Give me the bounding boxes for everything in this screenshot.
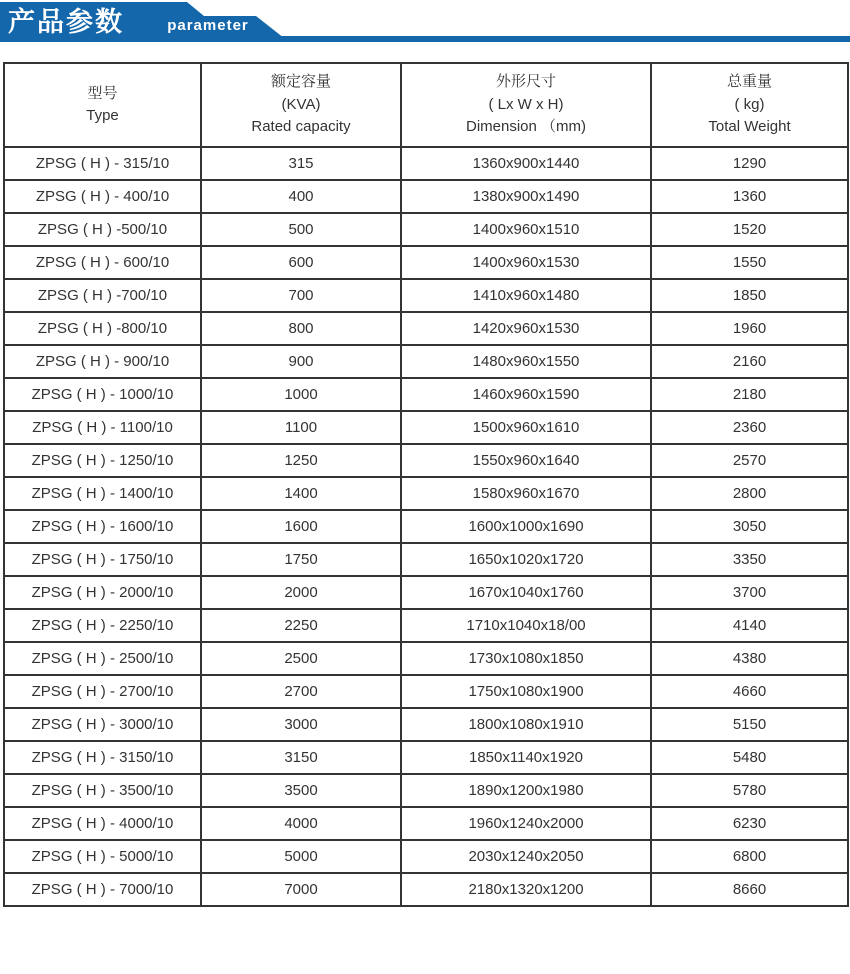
table-row [4,774,848,807]
capacity-cell: 4000 [201,807,401,840]
model-cell: ZPSG ( H ) - 3500/10 [4,774,201,807]
model-cell: ZPSG ( H ) - 400/10 [4,180,201,213]
capacity-cell: 5000 [201,840,401,873]
column-header-total-weight [651,63,848,147]
table-row [4,378,848,411]
banner-underline-rule [0,36,850,42]
model-cell: ZPSG ( H ) - 5000/10 [4,840,201,873]
table-row [4,180,848,213]
table-row [4,807,848,840]
section-header-banner [0,2,850,44]
header-line: Type [86,107,119,124]
dimension-cell: 1400x960x1530 [401,246,651,279]
table-row [4,279,848,312]
page-subtitle: parameter [167,17,249,34]
dimension-cell: 1670x1040x1760 [401,576,651,609]
table-row [4,840,848,873]
header-line: Rated capacity [251,118,351,136]
weight-cell: 4660 [651,675,848,708]
header-line: 额定容量 [270,73,331,91]
dimension-cell: 1650x1020x1720 [401,543,651,576]
capacity-cell: 700 [201,279,401,312]
weight-cell: 5150 [651,708,848,741]
dimension-cell: 1460x960x1590 [401,378,651,411]
dimension-cell: 1600x1000x1690 [401,510,651,543]
model-cell: ZPSG ( H ) - 2500/10 [4,642,201,675]
dimension-cell: 2030x1240x2050 [401,840,651,873]
table-row [4,543,848,576]
dimension-cell: 1800x1080x1910 [401,708,651,741]
header-line: (KVA) [281,95,321,113]
weight-cell: 2570 [651,444,848,477]
model-cell: ZPSG ( H ) -700/10 [4,279,201,312]
capacity-cell: 3500 [201,774,401,807]
dimension-cell: 1580x960x1670 [401,477,651,510]
dimension-cell: 1710x1040x18/00 [401,609,651,642]
header-line: Total Weight [708,118,791,136]
model-cell: ZPSG ( H ) - 600/10 [4,246,201,279]
header-line: ( kg) [734,95,765,113]
model-cell: ZPSG ( H ) - 2000/10 [4,576,201,609]
table-row [4,147,848,180]
model-cell: ZPSG ( H ) - 1600/10 [4,510,201,543]
table-row [4,708,848,741]
weight-cell: 6800 [651,840,848,873]
weight-cell: 3050 [651,510,848,543]
header-line: ( Lx W x H) [488,95,564,113]
table-header-row [4,63,848,147]
model-cell: ZPSG ( H ) - 1100/10 [4,411,201,444]
column-header-rated-capacity [201,63,401,147]
weight-cell: 4380 [651,642,848,675]
weight-cell: 3350 [651,543,848,576]
model-cell: ZPSG ( H ) - 1250/10 [4,444,201,477]
table-row [4,312,848,345]
dimension-cell: 1480x960x1550 [401,345,651,378]
table-row [4,510,848,543]
weight-cell: 2160 [651,345,848,378]
model-cell: ZPSG ( H ) - 2700/10 [4,675,201,708]
table-body [4,147,848,906]
model-cell: ZPSG ( H ) - 315/10 [4,147,201,180]
weight-cell: 2360 [651,411,848,444]
capacity-cell: 1600 [201,510,401,543]
capacity-cell: 2000 [201,576,401,609]
model-cell: ZPSG ( H ) - 7000/10 [4,873,201,906]
column-header-type [4,63,201,147]
capacity-cell: 3150 [201,741,401,774]
capacity-cell: 2250 [201,609,401,642]
capacity-cell: 800 [201,312,401,345]
capacity-cell: 400 [201,180,401,213]
weight-cell: 5480 [651,741,848,774]
model-cell: ZPSG ( H ) - 3150/10 [4,741,201,774]
table-row [4,675,848,708]
model-cell: ZPSG ( H ) - 900/10 [4,345,201,378]
dimension-cell: 1730x1080x1850 [401,642,651,675]
weight-cell: 1290 [651,147,848,180]
weight-cell: 1360 [651,180,848,213]
dimension-cell: 1420x960x1530 [401,312,651,345]
model-cell: ZPSG ( H ) - 1400/10 [4,477,201,510]
capacity-cell: 2700 [201,675,401,708]
dimension-cell: 2180x1320x1200 [401,873,651,906]
table-row [4,609,848,642]
table-row [4,642,848,675]
weight-cell: 2800 [651,477,848,510]
table-row [4,477,848,510]
capacity-cell: 315 [201,147,401,180]
weight-cell: 4140 [651,609,848,642]
column-header-dimension [401,63,651,147]
header-line: 型号 [87,84,118,102]
capacity-cell: 1100 [201,411,401,444]
dimension-cell: 1550x960x1640 [401,444,651,477]
model-cell: ZPSG ( H ) -500/10 [4,213,201,246]
dimension-cell: 1850x1140x1920 [401,741,651,774]
capacity-cell: 900 [201,345,401,378]
weight-cell: 3700 [651,576,848,609]
model-cell: ZPSG ( H ) - 1000/10 [4,378,201,411]
capacity-cell: 600 [201,246,401,279]
weight-cell: 2180 [651,378,848,411]
dimension-cell: 1410x960x1480 [401,279,651,312]
header-line: 总重量 [726,73,772,91]
weight-cell: 1550 [651,246,848,279]
weight-cell: 1520 [651,213,848,246]
capacity-cell: 2500 [201,642,401,675]
capacity-cell: 1000 [201,378,401,411]
capacity-cell: 7000 [201,873,401,906]
header-line: Dimension （mm) [465,118,586,136]
weight-cell: 8660 [651,873,848,906]
product-parameters-table [3,62,849,907]
capacity-cell: 1750 [201,543,401,576]
weight-cell: 6230 [651,807,848,840]
dimension-cell: 1400x960x1510 [401,213,651,246]
dimension-cell: 1500x960x1610 [401,411,651,444]
table-row [4,444,848,477]
model-cell: ZPSG ( H ) - 4000/10 [4,807,201,840]
model-cell: ZPSG ( H ) - 2250/10 [4,609,201,642]
model-cell: ZPSG ( H ) - 1750/10 [4,543,201,576]
table-row [4,345,848,378]
dimension-cell: 1890x1200x1980 [401,774,651,807]
capacity-cell: 1250 [201,444,401,477]
table-row [4,246,848,279]
dimension-cell: 1380x900x1490 [401,180,651,213]
weight-cell: 5780 [651,774,848,807]
table-row [4,873,848,906]
capacity-cell: 500 [201,213,401,246]
table-row [4,411,848,444]
weight-cell: 1850 [651,279,848,312]
page-title: 产品参数 [8,7,124,37]
dimension-cell: 1960x1240x2000 [401,807,651,840]
model-cell: ZPSG ( H ) - 3000/10 [4,708,201,741]
table-row [4,576,848,609]
model-cell: ZPSG ( H ) -800/10 [4,312,201,345]
table-row [4,741,848,774]
dimension-cell: 1750x1080x1900 [401,675,651,708]
dimension-cell: 1360x900x1440 [401,147,651,180]
header-line: 外形尺寸 [495,73,556,91]
capacity-cell: 3000 [201,708,401,741]
capacity-cell: 1400 [201,477,401,510]
weight-cell: 1960 [651,312,848,345]
table-row [4,213,848,246]
